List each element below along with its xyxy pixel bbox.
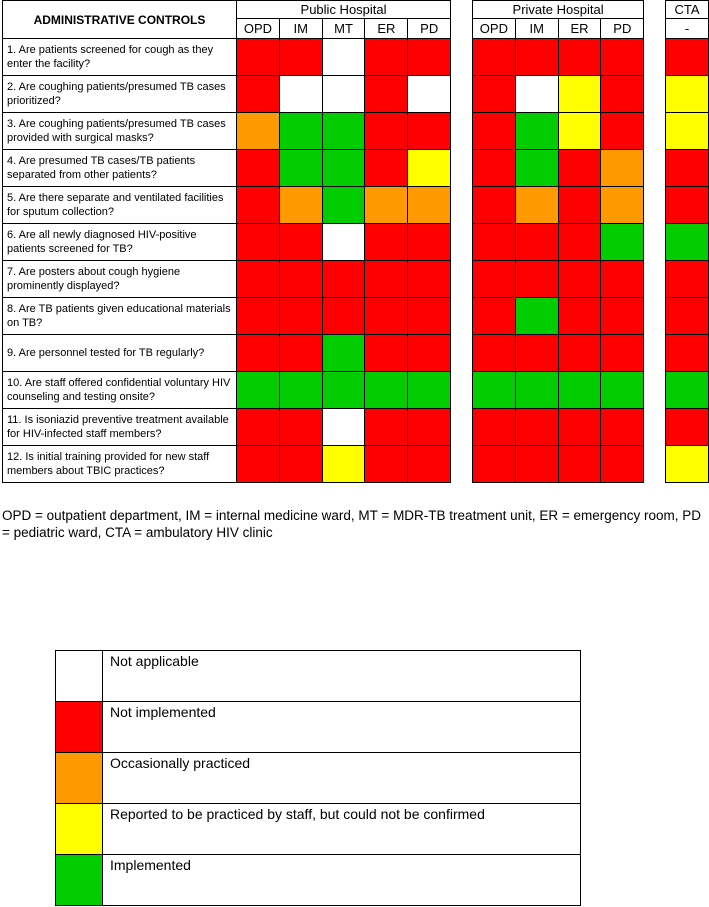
column-gap — [451, 76, 473, 113]
status-cell — [558, 446, 601, 483]
status-cell — [408, 224, 451, 261]
column-gap — [644, 224, 666, 261]
status-cell — [236, 409, 279, 446]
status-cell — [408, 187, 451, 224]
status-cell — [601, 298, 644, 335]
legend-label: Implemented — [103, 855, 581, 906]
status-cell — [279, 76, 322, 113]
status-cell — [666, 446, 709, 483]
status-cell — [472, 298, 515, 335]
column-gap — [451, 187, 473, 224]
question-cell: 3. Are coughing patients/presumed TB cases provided with surgical masks? — [3, 113, 237, 150]
status-cell — [515, 224, 558, 261]
legend-label: Reported to be practiced by staff, but could not be confirmed — [103, 804, 581, 855]
status-cell — [558, 224, 601, 261]
status-cell — [558, 372, 601, 409]
unit-header: - — [666, 19, 709, 39]
table-row — [3, 187, 709, 224]
column-gap — [644, 187, 666, 224]
column-gap — [644, 261, 666, 298]
question-cell: 12. Is initial training provided for new staff members about TBIC practices? — [3, 446, 237, 483]
legend-label: Not implemented — [103, 702, 581, 753]
status-cell — [365, 39, 408, 76]
status-cell — [666, 76, 709, 113]
status-cell — [236, 372, 279, 409]
status-cell — [601, 76, 644, 113]
status-cell — [472, 409, 515, 446]
question-cell: 9. Are personnel tested for TB regularly? — [3, 335, 237, 372]
status-cell — [365, 224, 408, 261]
question-cell: 5. Are there separate and ventilated facilities for sputum collection? — [3, 187, 237, 224]
question-cell: 6. Are all newly diagnosed HIV-positive patients screened for TB? — [3, 224, 237, 261]
legend-swatch — [56, 651, 103, 702]
color-legend — [55, 650, 581, 906]
status-cell — [279, 187, 322, 224]
status-cell — [322, 372, 365, 409]
table-row — [3, 150, 709, 187]
status-cell — [515, 113, 558, 150]
status-cell — [365, 187, 408, 224]
status-cell — [472, 39, 515, 76]
status-cell — [472, 224, 515, 261]
status-cell — [666, 187, 709, 224]
status-cell — [279, 224, 322, 261]
status-cell — [279, 150, 322, 187]
status-cell — [472, 372, 515, 409]
legend-label: Occasionally practiced — [103, 753, 581, 804]
status-cell — [408, 76, 451, 113]
status-cell — [601, 150, 644, 187]
status-cell — [279, 372, 322, 409]
status-cell — [558, 39, 601, 76]
column-gap — [644, 150, 666, 187]
status-cell — [236, 113, 279, 150]
status-cell — [515, 409, 558, 446]
status-cell — [472, 76, 515, 113]
status-cell — [601, 261, 644, 298]
status-cell — [515, 335, 558, 372]
status-cell — [408, 298, 451, 335]
status-cell — [601, 224, 644, 261]
status-cell — [558, 187, 601, 224]
table-row — [3, 409, 709, 446]
status-cell — [408, 372, 451, 409]
status-cell — [472, 446, 515, 483]
column-gap — [644, 39, 666, 76]
group-public-hospital: Public Hospital — [236, 1, 450, 19]
status-cell — [408, 409, 451, 446]
column-gap — [451, 224, 473, 261]
status-cell — [558, 335, 601, 372]
status-cell — [236, 150, 279, 187]
column-gap — [451, 335, 473, 372]
status-cell — [666, 39, 709, 76]
unit-header: MT — [322, 19, 365, 39]
legend-swatch — [56, 855, 103, 906]
status-cell — [322, 150, 365, 187]
column-gap — [451, 261, 473, 298]
status-cell — [601, 187, 644, 224]
table-row — [3, 39, 709, 76]
status-cell — [322, 335, 365, 372]
status-cell — [666, 372, 709, 409]
status-cell — [515, 446, 558, 483]
table-row — [3, 298, 709, 335]
status-cell — [666, 261, 709, 298]
administrative-controls-table — [2, 0, 709, 483]
status-cell — [365, 298, 408, 335]
legend-row — [56, 753, 581, 804]
column-gap — [644, 446, 666, 483]
status-cell — [365, 113, 408, 150]
status-cell — [236, 261, 279, 298]
unit-header: IM — [515, 19, 558, 39]
status-cell — [279, 298, 322, 335]
status-cell — [558, 298, 601, 335]
column-gap — [451, 446, 473, 483]
status-cell — [279, 335, 322, 372]
column-gap — [644, 113, 666, 150]
status-cell — [279, 261, 322, 298]
status-cell — [601, 446, 644, 483]
legend-body — [56, 651, 581, 906]
status-cell — [601, 113, 644, 150]
column-gap — [451, 150, 473, 187]
status-cell — [601, 372, 644, 409]
status-cell — [472, 150, 515, 187]
question-cell: 1. Are patients screened for cough as they enter the facility? — [3, 39, 237, 76]
unit-header: PD — [408, 19, 451, 39]
abbreviations-note: OPD = outpatient department, IM = internal medicine ward, MT = MDR-TB treatment unit, ER = emergency room, PD = pediatric ward, CTA = ambulatory HIV clinic — [2, 508, 702, 540]
column-gap — [451, 1, 473, 39]
status-cell — [279, 446, 322, 483]
status-cell — [558, 113, 601, 150]
status-cell — [236, 335, 279, 372]
status-cell — [365, 409, 408, 446]
status-cell — [515, 261, 558, 298]
status-cell — [322, 76, 365, 113]
unit-header: PD — [601, 19, 644, 39]
column-gap — [451, 113, 473, 150]
status-cell — [236, 39, 279, 76]
question-cell: 8. Are TB patients given educational materials on TB? — [3, 298, 237, 335]
table-row — [3, 372, 709, 409]
status-cell — [666, 113, 709, 150]
status-cell — [472, 261, 515, 298]
status-cell — [236, 298, 279, 335]
status-cell — [472, 335, 515, 372]
question-cell: 2. Are coughing patients/presumed TB cases prioritized? — [3, 76, 237, 113]
status-cell — [365, 446, 408, 483]
column-gap — [451, 409, 473, 446]
status-cell — [322, 113, 365, 150]
column-gap — [451, 298, 473, 335]
table-row — [3, 261, 709, 298]
status-cell — [279, 39, 322, 76]
legend-swatch — [56, 804, 103, 855]
question-cell: 4. Are presumed TB cases/TB patients separated from other patients? — [3, 150, 237, 187]
status-cell — [601, 39, 644, 76]
status-cell — [515, 187, 558, 224]
status-cell — [322, 446, 365, 483]
status-cell — [601, 409, 644, 446]
table-row — [3, 113, 709, 150]
status-cell — [558, 76, 601, 113]
status-cell — [279, 409, 322, 446]
status-cell — [601, 335, 644, 372]
column-gap — [644, 298, 666, 335]
legend-row — [56, 804, 581, 855]
status-cell — [515, 298, 558, 335]
question-cell: 7. Are posters about cough hygiene prominently displayed? — [3, 261, 237, 298]
status-cell — [322, 224, 365, 261]
unit-header: OPD — [472, 19, 515, 39]
column-gap — [451, 39, 473, 76]
column-gap — [644, 372, 666, 409]
legend-swatch — [56, 753, 103, 804]
column-gap — [644, 76, 666, 113]
status-cell — [515, 150, 558, 187]
table-row — [3, 446, 709, 483]
unit-header: IM — [279, 19, 322, 39]
question-cell: 11. Is isoniazid preventive treatment available for HIV-infected staff members? — [3, 409, 237, 446]
status-cell — [236, 224, 279, 261]
status-cell — [236, 76, 279, 113]
table-title: ADMINISTRATIVE CONTROLS — [3, 1, 237, 39]
status-cell — [515, 39, 558, 76]
unit-header: ER — [365, 19, 408, 39]
status-cell — [322, 39, 365, 76]
status-cell — [365, 335, 408, 372]
unit-header: ER — [558, 19, 601, 39]
table-row — [3, 224, 709, 261]
status-cell — [322, 187, 365, 224]
status-cell — [365, 261, 408, 298]
group-private-hospital: Private Hospital — [472, 1, 643, 19]
status-cell — [322, 409, 365, 446]
legend-row — [56, 651, 581, 702]
question-cell: 10. Are staff offered confidential voluntary HIV counseling and testing onsite? — [3, 372, 237, 409]
table-body — [3, 39, 709, 483]
status-cell — [236, 446, 279, 483]
legend-swatch — [56, 702, 103, 753]
status-cell — [322, 298, 365, 335]
status-cell — [666, 409, 709, 446]
status-cell — [472, 187, 515, 224]
status-cell — [558, 261, 601, 298]
legend-row — [56, 855, 581, 906]
status-cell — [558, 150, 601, 187]
status-cell — [666, 150, 709, 187]
status-cell — [365, 372, 408, 409]
status-cell — [666, 224, 709, 261]
column-gap — [644, 409, 666, 446]
column-gap — [644, 1, 666, 39]
legend-label: Not applicable — [103, 651, 581, 702]
column-gap — [451, 372, 473, 409]
table-row — [3, 76, 709, 113]
status-cell — [408, 39, 451, 76]
status-cell — [472, 113, 515, 150]
status-cell — [408, 113, 451, 150]
status-cell — [408, 446, 451, 483]
status-cell — [408, 150, 451, 187]
status-cell — [666, 298, 709, 335]
status-cell — [279, 113, 322, 150]
group-cta: CTA — [666, 1, 709, 19]
unit-header: OPD — [236, 19, 279, 39]
column-gap — [644, 335, 666, 372]
status-cell — [365, 76, 408, 113]
status-cell — [408, 335, 451, 372]
status-cell — [558, 409, 601, 446]
status-cell — [236, 187, 279, 224]
status-cell — [365, 150, 408, 187]
status-cell — [666, 335, 709, 372]
status-cell — [408, 261, 451, 298]
table-row — [3, 335, 709, 372]
status-cell — [322, 261, 365, 298]
status-cell — [515, 76, 558, 113]
status-cell — [515, 372, 558, 409]
legend-row — [56, 702, 581, 753]
